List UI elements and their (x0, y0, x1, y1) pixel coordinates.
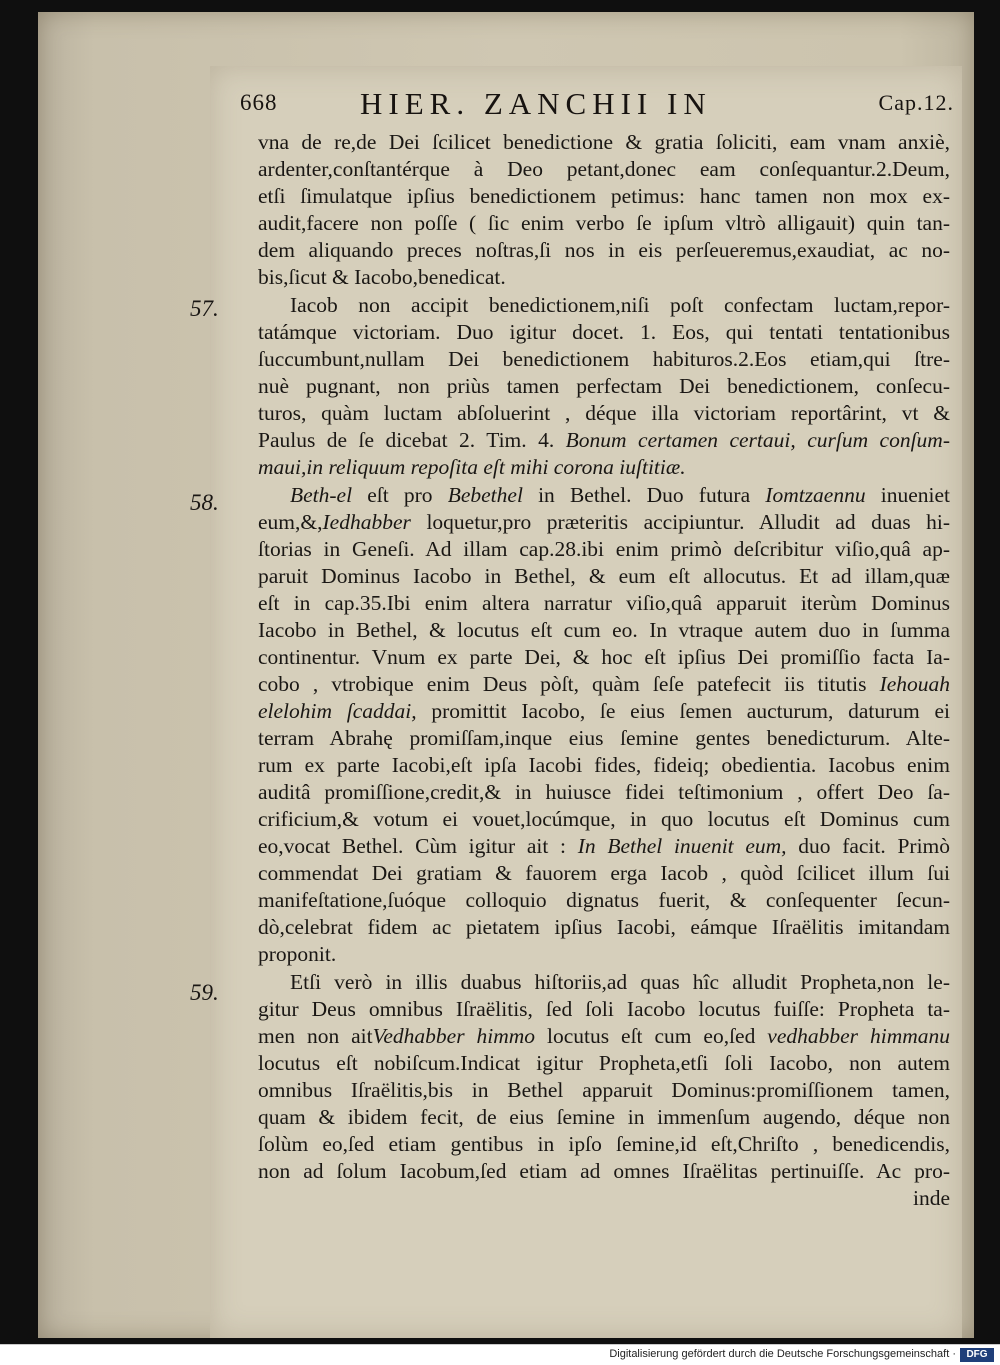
text-line: locutus eſt nobiſcum.Indicat igitur Propheta,etſi ſoli Iacobo, non autem (258, 1051, 950, 1075)
text-line: auditâ promiſſione,credit,& in huiusce fidei teſtimonium , offert Deo ſa- (258, 780, 950, 804)
text-line: tatámque victoriam. Duo igitur docet. 1. Eos, qui tentati tentationibus (258, 320, 950, 344)
italic-quote: In Bethel inuenit eum, (577, 834, 787, 858)
text-line: ſtorias in Geneſi. Ad illam cap.28.ibi enim primò deſcribitur viſio,quâ ap- (258, 537, 950, 561)
text-line: eſt in cap.35.Ibi enim altera narratur viſio,quâ apparuit iterùm Dominus (258, 591, 950, 615)
italic-quote: Bonum certamen certaui, curſum conſum- (565, 428, 950, 452)
text-line (258, 508, 950, 536)
text-line: etſi ſimulatque ipſius benedictionem petimus: hanc tamen non mox ex- (258, 184, 950, 208)
text-span: locutus eſt cum eo,ſed (547, 1024, 756, 1048)
text-line: gitur Deus omnibus Iſraëlitis, ſed ſoli Iacobo locutus fuiſſe: Propheta ta- (258, 997, 950, 1021)
dfg-logo[interactable]: DFG (960, 1348, 994, 1362)
hebrew-term: vedhabber himmanu (767, 1024, 951, 1048)
text-span: promittit Iacobo, ſe eius ſemen aucturum, daturum ei (431, 699, 950, 723)
hebrew-term: Iomtzaennu (765, 483, 866, 507)
margin-number-57: 57. (190, 296, 219, 321)
text-span: loquetur,pro præteritis accipiuntur. Alludit ad duas hi- (426, 510, 950, 534)
text-line: manifeſtatione,ſuóque colloquio dignatus fuerit, & conſequenter ſecun- (258, 888, 950, 912)
text-line: audit,facere non poſſe ( ſic enim verbo ſe ipſum vltrò alligauit) quin tan- (258, 211, 950, 235)
text-line: quam & ibidem fecit, de eius ſemine in immenſum augendo, déque non (258, 1105, 950, 1129)
footer-bar (0, 1344, 1000, 1365)
text-line: ſolùm eo,ſed etiam gentibus in ipſo ſemine,id eſt,Chriſto , benedicendis, (258, 1132, 950, 1156)
text-line (258, 832, 950, 860)
text-line: proponit. (258, 942, 337, 966)
hebrew-term: Iehouah (879, 672, 951, 696)
italic-quote: maui,in reliquum repoſita eſt mihi corona iuſtitiæ. (258, 455, 686, 479)
text-line: vna de re,de Dei ſcilicet benedictione & gratia ſoliciti, eam vnam anxiè, (258, 130, 950, 154)
text-span: inueniet (880, 483, 951, 507)
funding-notice: Digitalisierung gefördert durch die Deutsche Forschungsgemeinschaft · (609, 1348, 956, 1360)
text-span: duo facit. Primò (798, 834, 951, 858)
text-line: bis,ſicut & Iacobo,benedicat. (258, 265, 506, 289)
text-span: in Bethel. Duo futura (538, 483, 751, 507)
running-head (240, 86, 960, 126)
hebrew-term: Beth-el (290, 483, 353, 507)
margin-number-59: 59. (190, 980, 219, 1005)
text-span: men non ait (258, 1024, 373, 1048)
text-line: crificium,& votum ei vouet,locúmque, in quo locutus eſt Dominus cum (258, 807, 950, 831)
text-line: ardenter,conſtantérque à Deo petant,donec eam conſequantur.2.Deum, (258, 157, 950, 181)
text-line: nuè pugnant, non priùs tamen perfectam Dei benedictionem, conſecu- (258, 374, 950, 398)
text-line: Iacobo in Bethel, & locutus eſt cum eo. In vtraque autem duo in ſumma (258, 618, 950, 642)
text-line: turos, quàm luctam abſoluerint , déque illa victoriam reportârint, vt & (258, 401, 950, 425)
text-line: Iacob non accipit benedictionem,niſi poſt confectam luctam,repor- (290, 293, 950, 317)
hebrew-term: Iedhabber (322, 510, 411, 534)
hebrew-term: elelohim ſcaddai, (258, 699, 417, 723)
text-line: non ad ſolum Iacobum,ſed etiam ad omnes Iſraëlitas pertinuiſſe. Ac pro- (258, 1159, 950, 1183)
text-line: commendat Dei gratiam & fauorem erga Iacob , quòd ſcilicet illum ſui (258, 861, 950, 885)
text-line: continentur. Vnum ex parte Dei, & hoc eſt ipſius Dei promiſſio facta Ia- (258, 645, 950, 669)
text-span: eum,&, (258, 510, 323, 534)
text-span: eſt pro (367, 483, 433, 507)
text-line (290, 481, 950, 509)
catchword: inde (912, 1186, 950, 1210)
running-title: HIER. ZANCHII IN (360, 86, 712, 121)
text-line (258, 670, 950, 698)
text-line: omnibus Iſraëlitis,bis in Bethel apparuit Dominus:promiſſionem tamen, (258, 1078, 950, 1102)
hebrew-term: Vedhabber himmo (372, 1024, 536, 1048)
text-line (258, 1022, 950, 1050)
text-span: Paulus de ſe dicebat 2. Tim. 4. (258, 428, 555, 452)
text-line (258, 453, 950, 481)
chapter-label: Cap.12. (878, 90, 954, 115)
page-number: 668 (240, 90, 278, 115)
text-line (258, 426, 950, 454)
text-line: paruit Dominus Iacobo in Bethel, & eum eſt allocutus. Et ad illam,quæ (258, 564, 950, 588)
margin-number-58: 58. (190, 490, 219, 515)
text-line: ſuccumbunt,nullam Dei benedictionem habituros.2.Eos etiam,qui ſtre- (258, 347, 950, 371)
text-line (258, 697, 950, 725)
text-span: cobo , vtrobique enim Deus pòſt, quàm ſeſe patefecit iis titutis (258, 672, 867, 696)
text-line: Etſi verò in illis duabus hiſtoriis,ad quas hîc alludit Propheta,non le- (290, 970, 950, 994)
text-line: dò,celebrat fidem ac pietatem ipſius Iacobi, eámque Iſraëlitis imitandam (258, 915, 950, 939)
text-line: rum ex parte Iacobi,eſt ipſa Iacobi fides, fideiq; obedientia. Iacobus enim (258, 753, 950, 777)
text-line: terram Abrahę promiſſam,inque eius ſemine gentes benedicturum. Alte- (258, 726, 950, 750)
hebrew-term: Bebethel (447, 483, 523, 507)
text-line: dem aliquando preces noſtras,ſi nos in eis perſeueremus,exaudiat, ac no- (258, 238, 950, 262)
text-span: eo,vocat Bethel. Cùm igitur ait : (258, 834, 567, 858)
